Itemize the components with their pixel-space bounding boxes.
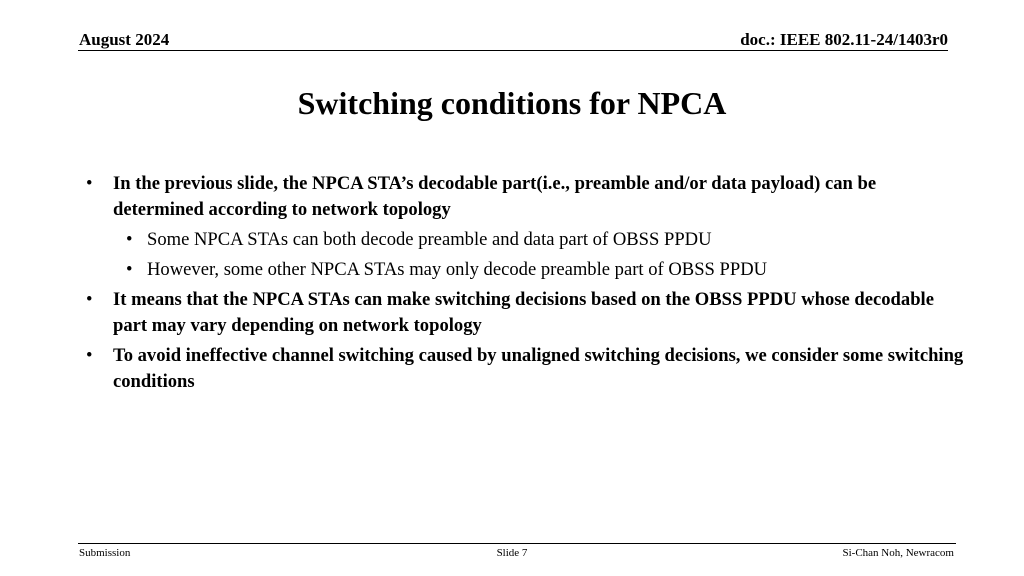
bullet-1-sub-1-text: Some NPCA STAs can both decode preamble and data part of OBSS PPDU (147, 229, 712, 250)
bullet-1-sub-2 (86, 257, 966, 283)
header-doc-id: doc.: IEEE 802.11-24/1403r0 (740, 30, 948, 49)
header-divider (78, 50, 948, 51)
footer-slide-number: Slide 7 (496, 547, 528, 559)
header-date: August 2024 (79, 30, 170, 49)
footer-submission: Submission (79, 547, 131, 559)
bullet-1-sub-2-text: However, some other NPCA STAs may only decode preamble part of OBSS PPDU (147, 259, 768, 280)
bullet-3-text: To avoid ineffective channel switching caused by unaligned switching decisions, we consider some switching conditions (113, 345, 964, 392)
bullet-3 (86, 343, 966, 395)
footer-author: Si-Chan Noh, Newracom (842, 547, 954, 559)
bullet-1 (86, 171, 966, 223)
bullet-1-text: In the previous slide, the NPCA STA’s decodable part(i.e., preamble and/or data payload) can be determined according to network topology (113, 173, 877, 220)
bullet-marker: • (126, 229, 133, 250)
bullet-marker: • (86, 289, 93, 310)
footer-divider (78, 543, 956, 544)
bullet-marker: • (86, 345, 93, 366)
slide-title: Switching conditions for NPCA (297, 85, 727, 121)
bullet-2 (86, 287, 966, 339)
bullet-1-sub-1 (86, 227, 966, 253)
bullet-marker: • (126, 259, 133, 280)
bullet-marker: • (86, 173, 93, 194)
bullet-2-text: It means that the NPCA STAs can make switching decisions based on the OBSS PPDU whose decodable part may vary depending on network topology (113, 289, 934, 336)
slide-body (86, 171, 966, 399)
